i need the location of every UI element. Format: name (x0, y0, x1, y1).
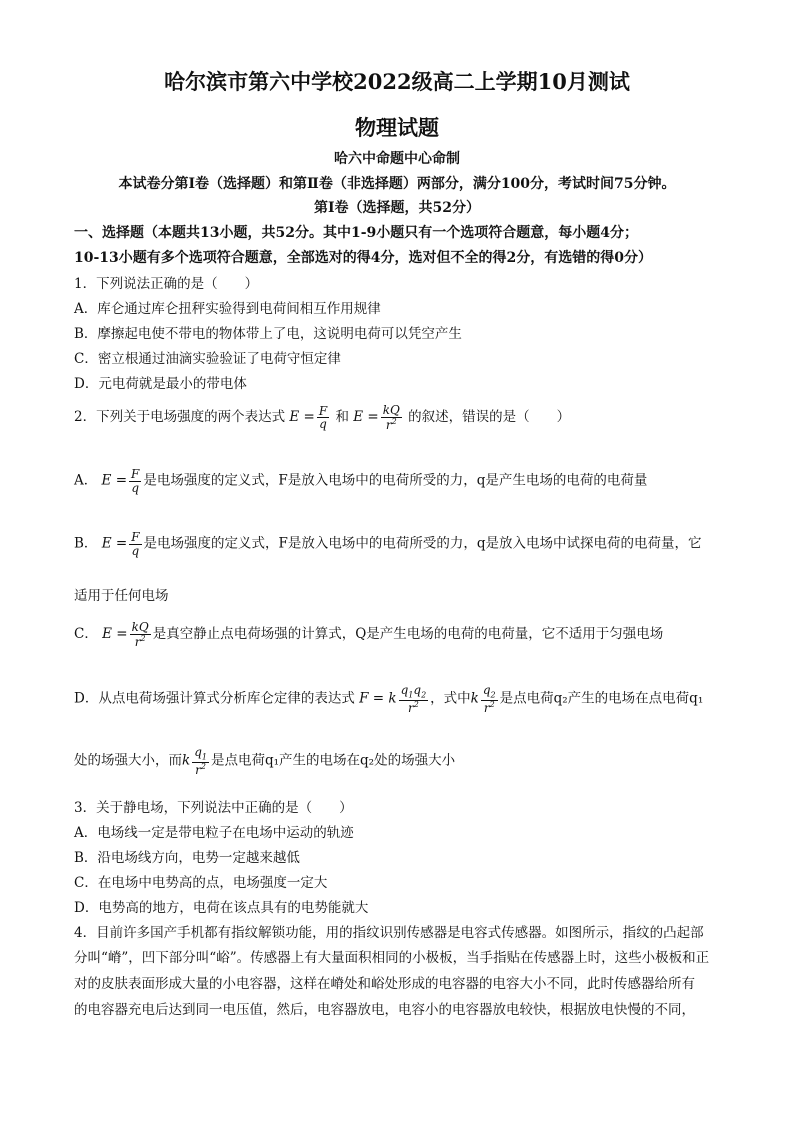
q4-line-1: 4．目前许多国产手机都有指纹解锁功能，用的指纹识别传感器是电容式传感器。如图所示，指纹的凸起部 (74, 925, 704, 941)
formula-q1-over-r2: $\frac{q_1}{r^2}$ (194, 745, 207, 777)
formula-f-over-q: $\frac{F}{q}$ (131, 530, 140, 558)
q1-option-b: B．摩擦起电使不带电的物体带上了电，这说明电荷可以凭空产生 (74, 326, 462, 342)
q2-stem-post: 的叙述，错误的是（ ） (408, 409, 571, 426)
q2-option-b: B． E = $\frac{F}{q}$ 是电场强度的定义式，F是放入电场中的电荷所受的力，q是放入电场中试探电荷的电荷量，它 (74, 530, 702, 558)
q2-option-d: D．从点电荷场强计算式分析库仑定律的表达式 F = k $\frac{q_1q_2}{r^2}$ ，式中k $\frac{q_2}{r^2}$ 是点电荷q₂产生的电场在点电荷q₁ (74, 683, 704, 715)
formula-kq1q2-over-r2: $\frac{q_1q_2}{r^2}$ (400, 683, 427, 715)
q1-stem: 1．下列说法正确的是（ ） (74, 276, 259, 292)
q2-d-text-mid: ，式中 (430, 690, 471, 707)
q3-option-b: B．沿电场线方向，电势一定越来越低 (74, 850, 300, 866)
q2-c-label: C． (74, 626, 98, 643)
section-instructions-1: 一、选择题（本题共13小题，共52分。其中1-9小题只有一个选项符合题意，每小题4分； (74, 225, 638, 241)
q2-b-text: 是电场强度的定义式，F是放入电场中的电荷所受的力，q是放入电场中试探电荷的电荷量，它 (143, 535, 702, 552)
q3-option-d: D．电势高的地方，电荷在该点具有的电势能就大 (74, 900, 369, 916)
formula-q2-over-r2: $\frac{q_2}{r^2}$ (482, 683, 496, 715)
q2-stem-pre: 2．下列关于电场强度的两个表达式 (74, 409, 286, 426)
q2-option-c: C． E = $\frac{kQ}{r^2}$ 是真空静止点电荷场强的计算式，Q是产生电场的电荷的电荷量，它不适用于匀强电场 (74, 620, 664, 649)
q2-d-text-pre: D．从点电荷场强计算式分析库仑定律的表达式 (74, 690, 355, 707)
q4-line-2: 分叫“嵴”，凹下部分叫“峪”。传感器上有大量面积相同的小极板，当手指贴在传感器上时，这些小极板和正 (74, 950, 710, 966)
formula-f-over-q: $\frac{F}{q}$ (318, 403, 328, 432)
exam-title: 哈尔滨市第六中学校2022级高二上学期10月测试 (164, 69, 630, 94)
q2-b-label: B． (74, 535, 98, 552)
q2-stem: 2．下列关于电场强度的两个表达式 E = $\frac{F}{q}$ 和 E = $\frac{kQ}{r^2}$ 的叙述，错误的是（ ） (74, 403, 571, 432)
q2-c-text: 是真空静止点电荷场强的计算式，Q是产生电场的电荷的电荷量，它不适用于匀强电场 (152, 626, 664, 643)
subject-title: 物理试题 (355, 115, 439, 140)
q3-option-c: C．在电场中电势高的点，电场强度一定大 (74, 875, 328, 891)
q2-a-label: A． (74, 472, 98, 489)
q2-d-text-post: 是点电荷q₂产生的电场在点电荷q₁ (499, 690, 704, 707)
q1-option-a: A．库仑通过库仑扭秤实验得到电荷间相互作用规律 (74, 301, 381, 317)
q3-stem: 3．关于静电场，下列说法中正确的是（ ） (74, 800, 353, 816)
q4-line-4: 的电容器充电后达到同一电压值，然后，电容器放电，电容小的电容器放电较快，根据放电快慢的不同， (74, 1002, 695, 1018)
formula-f-over-q: $\frac{F}{q}$ (131, 467, 140, 495)
q4-line-3: 对的皮肤表面形成大量的小电容器，这样在嵴处和峪处形成的电容器的电容大小不同，此时传感器给所有 (74, 976, 695, 992)
q1-option-d: D．元电荷就是最小的带电体 (74, 376, 247, 392)
q2-option-a: A． E = $\frac{F}{q}$ 是电场强度的定义式，F是放入电场中的电荷所受的力，q是产生电场的电荷的电荷量 (74, 467, 648, 495)
q3-option-a: A．电场线一定是带电粒子在电场中运动的轨迹 (74, 825, 354, 841)
q2-option-d-cont: 处的场强大小，而k $\frac{q_1}{r^2}$ 是点电荷q₁产生的电场在q₂处的场强大小 (74, 745, 456, 777)
formula-kq-over-r2: $\frac{kQ}{r^2}$ (131, 620, 149, 649)
q2-d-cont-pre: 处的场强大小，而 (74, 752, 182, 769)
exam-info: 本试卷分第Ⅰ卷（选择题）和第Ⅱ卷（非选择题）两部分，满分100分，考试时间75分钟。 (118, 176, 676, 192)
q2-option-b-cont: 适用于任何电场 (74, 588, 169, 604)
section-instructions-2: 10-13小题有多个选项符合题意，全部选对的得4分，选对但不全的得2分，有选错的得0分） (74, 250, 652, 266)
maker-line: 哈六中命题中心命制 (334, 151, 460, 167)
q1-option-c: C．密立根通过油滴实验验证了电荷守恒定律 (74, 351, 341, 367)
q2-stem-mid: 和 (335, 409, 349, 426)
q2-d-cont-post: 是点电荷q₁产生的电场在q₂处的场强大小 (210, 752, 456, 769)
q2-a-text: 是电场强度的定义式，F是放入电场中的电荷所受的力，q是产生电场的电荷的电荷量 (143, 472, 648, 489)
formula-kq-over-r2: $\frac{kQ}{r^2}$ (382, 403, 400, 432)
part1-heading: 第Ⅰ卷（选择题，共52分） (313, 200, 481, 216)
